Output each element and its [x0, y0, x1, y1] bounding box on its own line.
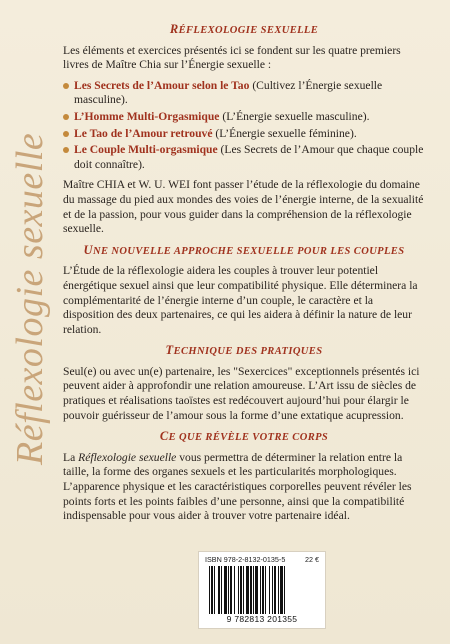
book-description: (Les Secrets de l’Amour que chaque couple doit connaître). — [74, 143, 424, 171]
isbn-number: ISBN 978-2-8132-0135-5 — [205, 555, 286, 564]
list-item — [63, 127, 425, 142]
authors-paragraph: Maître CHIA et W. U. WEI font passer l’étude de la réflexologie du domaine du massage du pied aux mondes des voies de l’énergie interne, de la sexualité et de la passion, pour vous guider dans la compréhension de la réflexologie sexuelle. — [63, 178, 424, 236]
bullet-icon — [63, 131, 69, 137]
bullet-icon — [63, 114, 69, 120]
book-description: (L’Énergie sexuelle féminine). — [215, 126, 357, 140]
book-title: L’Homme Multi-Orgasmique — [74, 109, 220, 123]
barcode-icon — [209, 566, 317, 614]
book-description: (Cultivez l’Énergie sexuelle masculine). — [74, 78, 383, 107]
book-name-italic: Réflexologie sexuelle — [78, 450, 177, 464]
section-title-approche: UNE NOUVELLE APPROCHE SEXUELLE POUR LES COUPLES — [83, 242, 405, 257]
book-description: (L’Énergie sexuelle masculine). — [222, 109, 370, 123]
isbn-line — [205, 555, 319, 564]
bullet-icon — [63, 147, 69, 153]
section-title-corps: CE QUE RÉVÈLE VOTRE CORPS — [159, 429, 329, 444]
corps-text-rest: vous permettra de déterminer la relation entre la taille, la forme des organes sexuels et les particularités morphologiques. L’apparence physique et les caractéristiques corporelles peuvent révéler les points forts et les points faibles d’une personne, ainsi que la compatibilité indispensable pour vous aider à trouver votre partenaire idéal. — [63, 450, 412, 523]
book-title: Le Tao de l’Amour retrouvé — [74, 126, 213, 140]
list-item — [63, 143, 425, 172]
price: 22 € — [305, 555, 319, 564]
corps-paragraph — [63, 451, 425, 524]
technique-paragraph: Seul(e) ou avec un(e) partenaire, les "Sexercices" exceptionnels présentés ici peuvent aider à approfondir une relation amoureuse. L’Art issu de siècles de pratiques et réalisations taoïstes est redécouvert aujourd’hui pour élargir le pouvoir guérisseur de l’amour sous la forme d’une extatique acupression. — [63, 364, 420, 422]
list-item — [63, 79, 425, 108]
section-title-technique: TECHNIQUE DES PRATIQUES — [165, 343, 323, 358]
bullet-icon — [63, 83, 69, 89]
book-list — [63, 79, 425, 173]
vertical-side-title: Réflexologie sexuelle — [9, 132, 51, 465]
section-title-reflexologie: RÉFLEXOLOGIE SEXUELLE — [169, 22, 319, 36]
list-item — [63, 110, 425, 125]
barcode-label — [198, 551, 326, 629]
book-title: Les Secrets de l’Amour selon le Tao — [74, 78, 250, 92]
intro-paragraph: Les éléments et exercices présentés ici se fondent sur les quatre premiers livres de Maître Chia sur l’Énergie sexuelle : — [63, 43, 401, 72]
approche-paragraph: L’Étude de la réflexologie aidera les couples à trouver leur potentiel énergétique sexuel ainsi que leur compatibilité physique. Elle déterminera la complémentarité de l’énergie interne d’un couple, le caractère et la disposition des deux partenaires, ce qui les aidera à définir la nature de leur relation. — [63, 264, 418, 336]
barcode-digits: 9 782813 201355 — [226, 614, 298, 624]
back-cover-text — [63, 22, 425, 530]
corps-text-start: La — [63, 450, 79, 464]
book-title: Le Couple Multi-orgasmique — [74, 143, 218, 157]
